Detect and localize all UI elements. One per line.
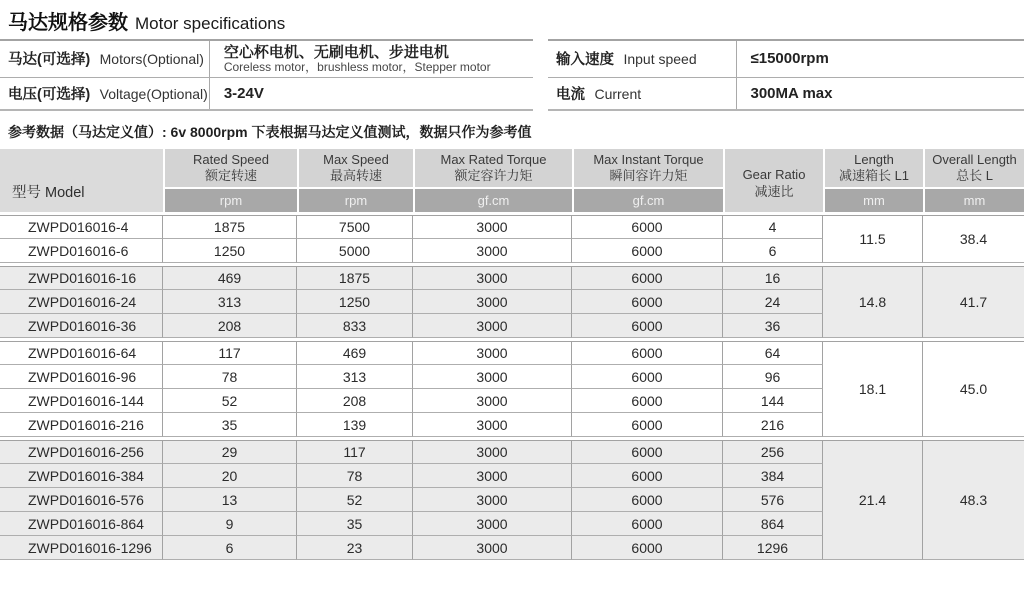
page-title: [8, 6, 1024, 35]
speed-current-table: [548, 39, 1024, 111]
max-rated-torque-cell: 3000: [413, 413, 572, 437]
overall-length-cell: 38.4: [923, 215, 1024, 263]
rated-speed-cell: 29: [163, 440, 297, 464]
rated-speed-cell: 313: [163, 290, 297, 314]
input-speed-row: [548, 40, 1024, 77]
gear-ratio-cell: 1296: [723, 536, 823, 560]
gear-ratio-cell: 6: [723, 239, 823, 263]
motors-value-cell: [209, 40, 533, 77]
max-speed-cell: 469: [297, 341, 413, 365]
gear-ratio-cell: 4: [723, 215, 823, 239]
max-instant-torque-cell: 6000: [572, 512, 723, 536]
length-l1-cell: 18.1: [823, 341, 923, 437]
model-cell: ZWPD016016-216: [0, 413, 163, 437]
model-cell: ZWPD016016-256: [0, 440, 163, 464]
max-rated-torque-cell: 3000: [413, 512, 572, 536]
length-l1-cell: 21.4: [823, 440, 923, 560]
motors-label-cell: [0, 40, 209, 77]
rated-speed-column-header: Rated Speed 额定转速: [163, 149, 297, 189]
rated-speed-cell: 78: [163, 365, 297, 389]
rated-speed-cell: 35: [163, 413, 297, 437]
input-speed-label-en: Input speed: [623, 51, 697, 68]
max-rated-torque-cell: 3000: [413, 290, 572, 314]
max-instant-torque-cell: 6000: [572, 413, 723, 437]
voltage-label-en: Voltage(Optional): [99, 85, 208, 102]
voltage-value-cell: [209, 77, 533, 110]
motors-row: [0, 40, 533, 77]
max-rated-torque-cell: 3000: [413, 365, 572, 389]
motors-label-en: Motors(Optional): [99, 51, 204, 68]
spec-table: [0, 149, 1024, 560]
max-instant-torque-column-header: Max Instant Torque 瞬间容许力矩: [572, 149, 723, 189]
max-rated-torque-cell: 3000: [413, 536, 572, 560]
length-unit: mm: [823, 189, 923, 212]
voltage-value: 3-24V: [223, 84, 264, 102]
model-column-header: 型号 Model: [0, 149, 163, 212]
header-row-labels: [0, 149, 1024, 189]
spec-group: [0, 215, 1024, 263]
spec-row: [0, 440, 1024, 464]
max-instant-torque-cell: 6000: [572, 215, 723, 239]
max-instant-torque-cell: 6000: [572, 314, 723, 338]
rated-speed-cell: 20: [163, 464, 297, 488]
max-rated-torque-cell: 3000: [413, 314, 572, 338]
motors-value-zh: 空心杯电机、无刷电机、步进电机: [223, 43, 449, 61]
spec-group: [0, 341, 1024, 437]
max-instant-torque-cell: 6000: [572, 239, 723, 263]
max-rated-torque-cell: 3000: [413, 488, 572, 512]
max-speed-cell: 833: [297, 314, 413, 338]
model-cell: ZWPD016016-64: [0, 341, 163, 365]
rated-speed-cell: 9: [163, 512, 297, 536]
max-instant-torque-unit: gf.cm: [572, 189, 723, 212]
max-speed-cell: 1250: [297, 290, 413, 314]
voltage-label-cell: [0, 77, 209, 110]
rated-speed-cell: 117: [163, 341, 297, 365]
current-label-en: Current: [594, 85, 642, 102]
max-speed-cell: 23: [297, 536, 413, 560]
max-speed-cell: 5000: [297, 239, 413, 263]
max-instant-torque-cell: 6000: [572, 389, 723, 413]
overall-length-cell: 48.3: [923, 440, 1024, 560]
max-rated-torque-cell: 3000: [413, 239, 572, 263]
gear-ratio-cell: 144: [723, 389, 823, 413]
rated-speed-cell: 208: [163, 314, 297, 338]
page-title-en: Motor specifications: [135, 14, 286, 33]
info-tables: [0, 39, 1024, 111]
input-speed-label-zh: 输入速度: [556, 52, 614, 69]
max-rated-torque-column-header: Max Rated Torque 额定容许力矩: [413, 149, 572, 189]
max-speed-cell: 52: [297, 488, 413, 512]
page-title-zh: 马达规格参数: [8, 12, 128, 34]
current-value-cell: [736, 77, 1024, 110]
spec-row: [0, 266, 1024, 290]
max-instant-torque-cell: 6000: [572, 266, 723, 290]
max-speed-unit: rpm: [297, 189, 413, 212]
gear-ratio-cell: 24: [723, 290, 823, 314]
max-instant-torque-cell: 6000: [572, 440, 723, 464]
gear-ratio-cell: 16: [723, 266, 823, 290]
gear-ratio-cell: 36: [723, 314, 823, 338]
model-cell: ZWPD016016-36: [0, 314, 163, 338]
max-rated-torque-cell: 3000: [413, 440, 572, 464]
model-cell: ZWPD016016-576: [0, 488, 163, 512]
max-speed-cell: 78: [297, 464, 413, 488]
length-l1-cell: 14.8: [823, 266, 923, 338]
gear-ratio-cell: 864: [723, 512, 823, 536]
overall-length-cell: 45.0: [923, 341, 1024, 437]
rated-speed-cell: 13: [163, 488, 297, 512]
motor-voltage-table: [0, 39, 533, 111]
max-instant-torque-cell: 6000: [572, 290, 723, 314]
spec-table-header: [0, 149, 1024, 212]
input-speed-value-cell: [736, 40, 1024, 77]
reference-note: 参考数据（马达定义值）: 6v 8000rpm 下表根据马达定义值测试，数据只作为参考值: [8, 124, 532, 140]
model-cell: ZWPD016016-24: [0, 290, 163, 314]
max-speed-cell: 35: [297, 512, 413, 536]
model-cell: ZWPD016016-144: [0, 389, 163, 413]
max-speed-cell: 208: [297, 389, 413, 413]
max-rated-torque-cell: 3000: [413, 266, 572, 290]
model-cell: ZWPD016016-1296: [0, 536, 163, 560]
gear-ratio-column-header: Gear Ratio 减速比: [723, 149, 823, 212]
max-instant-torque-cell: 6000: [572, 464, 723, 488]
rated-speed-cell: 52: [163, 389, 297, 413]
model-cell: ZWPD016016-16: [0, 266, 163, 290]
spec-group: [0, 266, 1024, 338]
spec-row: [0, 215, 1024, 239]
motors-label-zh: 马达(可选择): [8, 52, 91, 69]
model-cell: ZWPD016016-864: [0, 512, 163, 536]
max-instant-torque-cell: 6000: [572, 536, 723, 560]
gear-ratio-cell: 96: [723, 365, 823, 389]
max-speed-cell: 139: [297, 413, 413, 437]
overall-length-cell: 41.7: [923, 266, 1024, 338]
rated-speed-cell: 6: [163, 536, 297, 560]
max-instant-torque-cell: 6000: [572, 365, 723, 389]
current-label-zh: 电流: [556, 86, 585, 103]
max-rated-torque-cell: 3000: [413, 341, 572, 365]
current-row: [548, 77, 1024, 110]
model-cell: ZWPD016016-96: [0, 365, 163, 389]
voltage-label-zh: 电压(可选择): [8, 86, 91, 103]
current-value: 300MA max: [750, 84, 833, 102]
max-rated-torque-cell: 3000: [413, 389, 572, 413]
gear-ratio-cell: 256: [723, 440, 823, 464]
motors-value-en: Coreless motor，brushless motor，Stepper motor: [223, 59, 491, 74]
rated-speed-cell: 1250: [163, 239, 297, 263]
overall-length-unit: mm: [923, 189, 1024, 212]
gear-ratio-cell: 216: [723, 413, 823, 437]
model-cell: ZWPD016016-6: [0, 239, 163, 263]
motor-spec-sheet: [0, 6, 1024, 560]
overall-length-column-header: Overall Length 总长 L: [923, 149, 1024, 189]
input-speed-label-cell: [548, 40, 736, 77]
max-instant-torque-cell: 6000: [572, 488, 723, 512]
length-l1-cell: 11.5: [823, 215, 923, 263]
input-speed-value: ≤15000rpm: [750, 50, 829, 68]
max-rated-torque-cell: 3000: [413, 464, 572, 488]
rated-speed-cell: 469: [163, 266, 297, 290]
max-instant-torque-cell: 6000: [572, 341, 723, 365]
max-speed-cell: 313: [297, 365, 413, 389]
voltage-row: [0, 77, 533, 110]
spec-row: [0, 341, 1024, 365]
max-rated-torque-unit: gf.cm: [413, 189, 572, 212]
max-speed-cell: 7500: [297, 215, 413, 239]
current-label-cell: [548, 77, 736, 110]
rated-speed-unit: rpm: [163, 189, 297, 212]
max-speed-cell: 1875: [297, 266, 413, 290]
model-cell: ZWPD016016-384: [0, 464, 163, 488]
rated-speed-cell: 1875: [163, 215, 297, 239]
gear-ratio-cell: 64: [723, 341, 823, 365]
length-column-header: Length 减速箱长 L1: [823, 149, 923, 189]
max-rated-torque-cell: 3000: [413, 215, 572, 239]
max-speed-cell: 117: [297, 440, 413, 464]
max-speed-column-header: Max Speed 最高转速: [297, 149, 413, 189]
gear-ratio-cell: 384: [723, 464, 823, 488]
spec-group: [0, 440, 1024, 560]
gear-ratio-cell: 576: [723, 488, 823, 512]
model-cell: ZWPD016016-4: [0, 215, 163, 239]
